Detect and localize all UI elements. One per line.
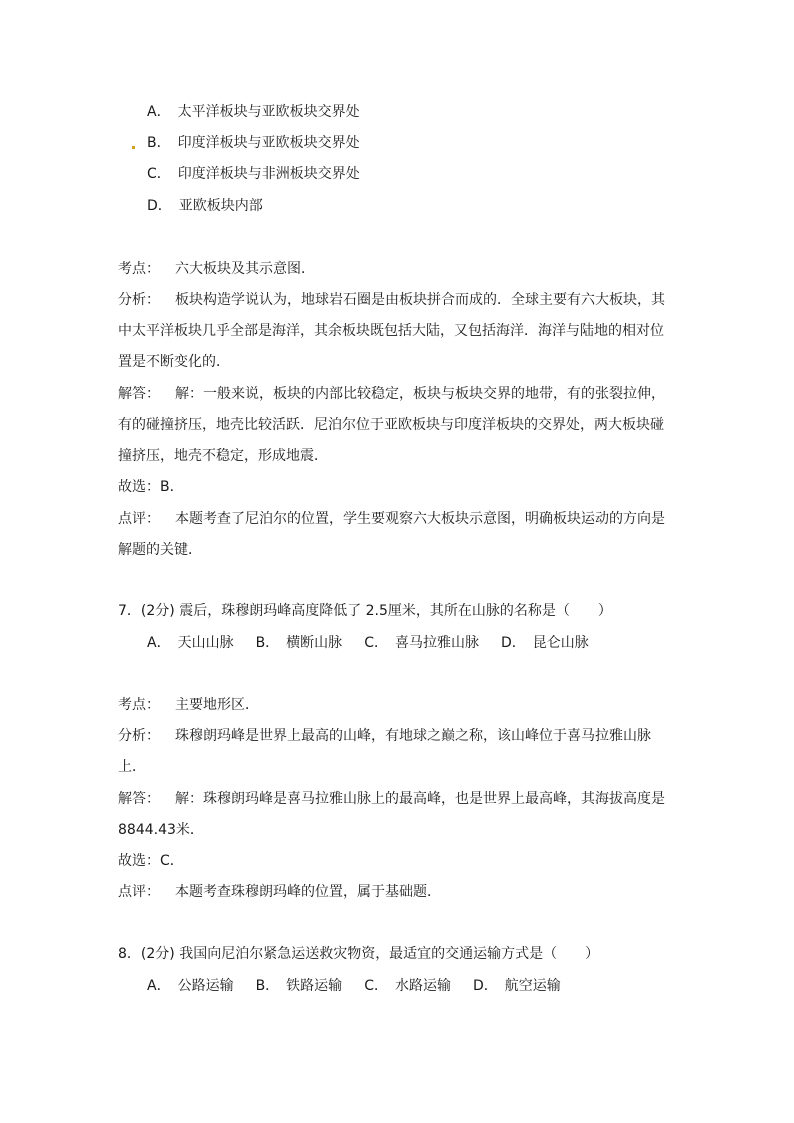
jieda-label: 解答： bbox=[118, 791, 160, 807]
q6-fenxi-line1 bbox=[118, 290, 665, 310]
q6-jieda-line3: 撞挤压，地壳不稳定，形成地震． bbox=[118, 448, 328, 464]
q8-stem: 8．(2分) 我国向尼泊尔紧急运送救灾物资，最适宜的交通运输方式是（ ） bbox=[118, 946, 600, 962]
q6-fenxi-line3: 置是不断变化的． bbox=[118, 354, 230, 370]
answer-marker bbox=[132, 146, 135, 149]
kaodian-label: 考点： bbox=[118, 697, 160, 713]
q7-jieda-line1 bbox=[118, 789, 665, 809]
kaodian-text: 主要地形区． bbox=[175, 697, 259, 713]
q6-option-b: B． 印度洋板块与亚欧板块交界处 bbox=[147, 135, 360, 151]
q8-option-b: B． 铁路运输 bbox=[255, 978, 343, 994]
q8-options bbox=[147, 976, 561, 996]
jieda-text: 解：一般来说，板块的内部比较稳定，板块与板块交界的地带，有的张裂拉伸， bbox=[175, 386, 665, 402]
q7-options bbox=[147, 633, 589, 653]
q8-option-c: C． 水路运输 bbox=[364, 978, 451, 994]
q8-option-d: D． 航空运输 bbox=[472, 978, 561, 994]
q8-option-a: A． 公路运输 bbox=[147, 978, 234, 994]
fenxi-label: 分析： bbox=[118, 728, 160, 744]
jieda-text: 解：珠穆朗玛峰是喜马拉雅山脉上的最高峰，也是世界上最高峰，其海拔高度是 bbox=[175, 791, 665, 807]
q7-guxuan: 故选：C． bbox=[118, 853, 184, 869]
q7-stem: 7．(2分) 震后，珠穆朗玛峰高度降低了 2.5厘米，其所在山脉的名称是（ ） bbox=[118, 603, 612, 619]
kaodian-label: 考点： bbox=[118, 261, 160, 277]
q6-fenxi-line2: 中太平洋板块几乎全部是海洋，其余板块既包括大陆，又包括海洋．海洋与陆地的相对位 bbox=[118, 323, 664, 339]
q6-jieda-line1 bbox=[118, 384, 665, 404]
q7-kaodian bbox=[118, 695, 259, 715]
fenxi-label: 分析： bbox=[118, 292, 160, 308]
q6-jieda-line2: 有的碰撞挤压，地壳比较活跃．尼泊尔位于亚欧板块与印度洋板块的交界处，两大板块碰 bbox=[118, 417, 664, 433]
q7-option-a: A． 天山山脉 bbox=[147, 635, 234, 651]
q6-option-d: D． 亚欧板块内部 bbox=[147, 198, 263, 214]
fenxi-text: 板块构造学说认为，地球岩石圈是由板块拼合而成的．全球主要有六大板块，其 bbox=[175, 292, 665, 308]
q6-kaodian bbox=[118, 259, 315, 279]
jieda-label: 解答： bbox=[118, 386, 160, 402]
dianping-text: 本题考查珠穆朗玛峰的位置，属于基础题． bbox=[175, 884, 441, 900]
q7-fenxi-line1 bbox=[118, 726, 651, 746]
q7-fenxi-line2: 上． bbox=[118, 759, 146, 775]
q6-option-c: C． 印度洋板块与非洲板块交界处 bbox=[147, 166, 360, 182]
dianping-label: 点评： bbox=[118, 511, 160, 527]
q7-jieda-line2: 8844.43米． bbox=[118, 822, 204, 838]
q6-guxuan: 故选：B． bbox=[118, 479, 184, 495]
q7-option-c: C． 喜马拉雅山脉 bbox=[364, 635, 479, 651]
fenxi-text: 珠穆朗玛峰是世界上最高的山峰，有地球之巅之称，该山峰位于喜马拉雅山脉 bbox=[175, 728, 651, 744]
q6-option-a: A． 太平洋板块与亚欧板块交界处 bbox=[147, 104, 360, 120]
dianping-text: 本题考查了尼泊尔的位置，学生要观察六大板块示意图，明确板块运动的方向是 bbox=[175, 511, 665, 527]
q7-dianping bbox=[118, 882, 441, 902]
q7-option-b: B． 横断山脉 bbox=[255, 635, 343, 651]
q7-option-d: D． 昆仑山脉 bbox=[500, 635, 589, 651]
q6-dianping-line2: 解题的关键． bbox=[118, 542, 202, 558]
dianping-label: 点评： bbox=[118, 884, 160, 900]
kaodian-text: 六大板块及其示意图． bbox=[175, 261, 315, 277]
q6-dianping-line1 bbox=[118, 509, 665, 529]
